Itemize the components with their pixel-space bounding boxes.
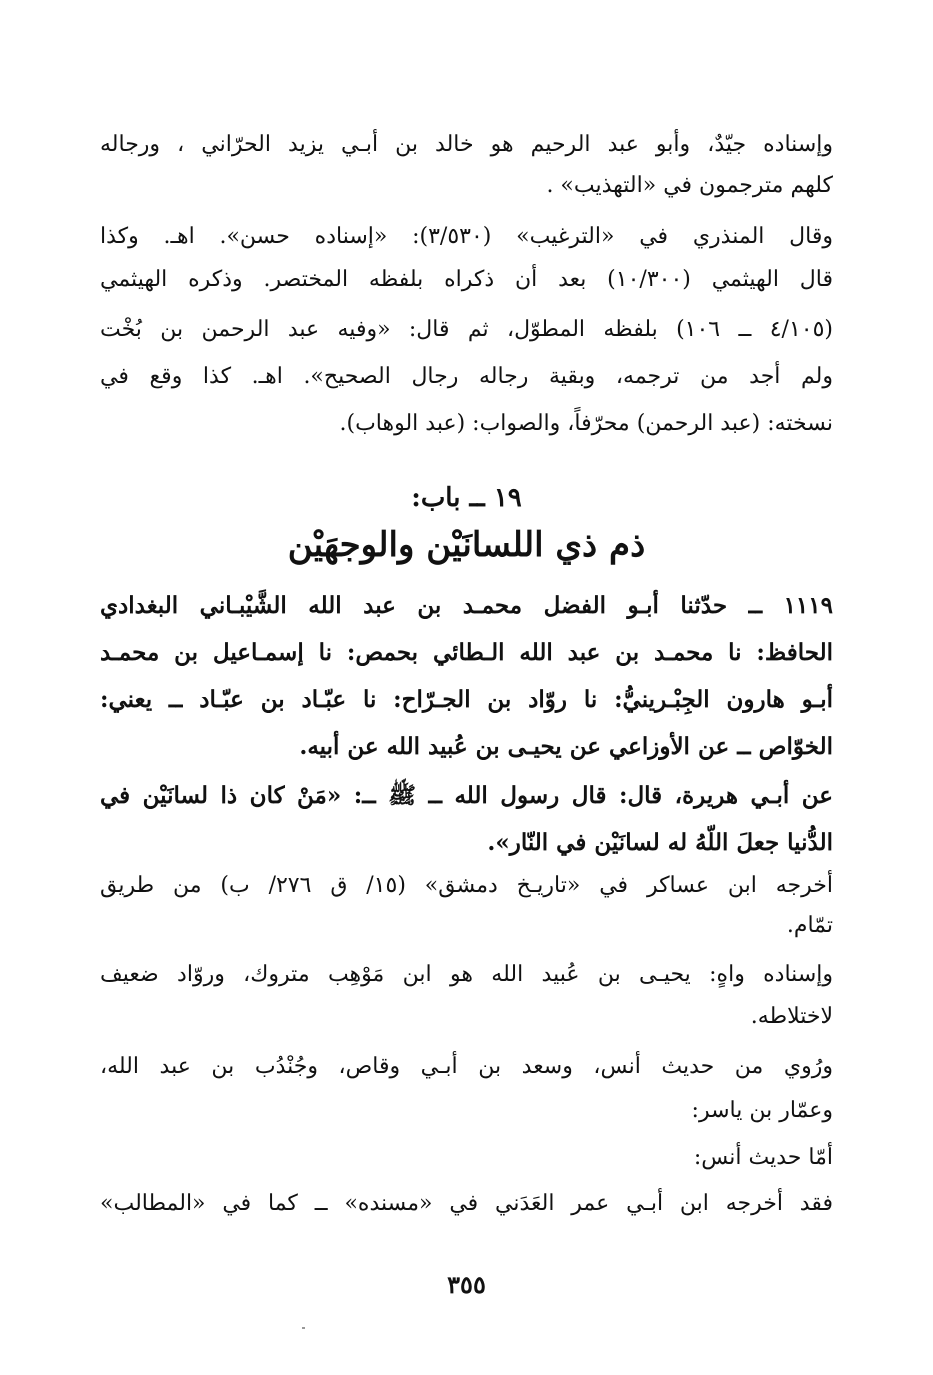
paragraph2-line2: قال الهيثمي (١٠/٣٠٠) بعد أن ذكراه بلفظه المختصر. وذكره الهيثمي [100,267,834,292]
anas-line1: فقد أخرجه ابن أبـي عمر العَدَني في «مسنده» ــ كما في «المطالب» [100,1191,833,1216]
paragraph2-line5: نسخته: (عبد الرحمن) محرّفاً، والصواب: (عبد الوهاب). [339,411,833,436]
hadith-line1: ١١١٩ ــ حدّثنا أبـو الفضل محمـد بن عبد الله الشَّيْبـاني البغدادي [100,592,833,619]
scan-speck [302,1327,305,1329]
hadith-line4: الخوّاص ــ عن الأوزاعي عن يحيـى بن عُبيد الله عن أبيه. [299,733,833,760]
chapter-number: ١٩ ــ باب: [411,483,522,513]
takhrij-line1: أخرجه ابن عساكر في «تاريـخ دمشق» (١٥/ ق ٢٧٦/ ب) من طريق [100,873,833,898]
narrations-line1: ورُوي من حديث أنس، وسعد بن أبـي وقاص، وجُنْدُب بن عبد الله، [100,1054,833,1079]
paragraph1-line1: وإسناده جيّدٌ، وأبو عبد الرحيم هو خالد بن أبـي يزيد الحرّاني ، ورجاله [100,132,833,157]
paragraph2-line4: ولم أجد من ترجمه، وبقية رجاله رجال الصحيح». اهـ. كذا وقع في [100,364,833,389]
grading-line1: وإسناده واهٍ: يحيـى بن عُبيد الله هو ابن مَوْهِب متروك، وروّاد ضعيف [100,962,833,987]
grading-line2: لاختلاطه. [750,1004,833,1029]
paragraph1-line2: كلهم مترجمون في «التهذيب» . [546,173,833,198]
hadith-line5: عن أبـي هريرة، قال: قال رسول الله ــ ﷺ ــ: «مَنْ كان ذا لسانَيْن في [100,782,833,809]
anas-heading: أمّا حديث أنس: [693,1145,833,1170]
page-number: ٣٥٥ [447,1270,486,1299]
narrations-line2: وعمّار بن ياسر: [691,1098,833,1123]
takhrij-line2: تمّام. [786,913,833,938]
hadith-line6: الدُّنيا جعلَ اللّهُ له لسانَيْن في النّار». [487,829,833,856]
paragraph2-line1: وقال المنذري في «الترغيب» (٣/٥٣٠): «إسناده حسن». اهـ. وكذا [100,224,833,249]
hadith-line2: الحافظ: نا محمـد بن عبد الله الـطائي بحمص: نا إسمـاعيل بن محمـد [100,639,833,666]
paragraph2-line3: (٤/١٠٥ ــ ١٠٦) بلفظه المطوّل، ثم قال: «وفيه عبد الرحمن بن بُخْت [100,317,833,342]
chapter-title: ذم ذي اللسانَيْن والوجهَيْن [287,525,646,565]
hadith-line3: أبـو هارون الجِبْـرينيُّ: نا روّاد بن الجـرّاح: نا عبّـاد بن عبّـاد ــ يعني: [100,686,833,713]
